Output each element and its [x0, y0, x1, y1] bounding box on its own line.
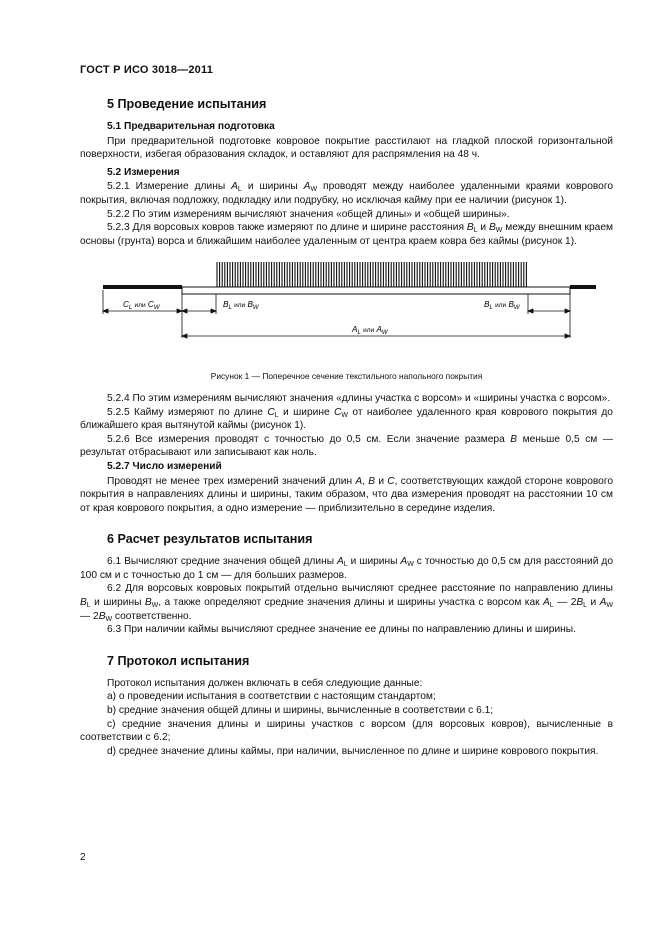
section-5-2-6-text: 5.2.6 Все измерения проводят с точностью до 0,5 см. Если значение размера B меньше 0,5 см — результат отбрасывают или записывают как ноль.	[80, 433, 613, 459]
section-5-2-title: 5.2 Измерения	[107, 166, 180, 178]
section-7-item-b: b) средние значения общей длины и ширины, вычисленные в соответствии с 6.1;	[107, 705, 494, 717]
figure-1-cross-section	[80, 260, 613, 368]
section-6-1-text: 6.1 Вычисляют средние значения общей длины $A_L$ и ширины $A_W$ с точностью до 0,5 см для расстояний до 100 см и с точностью до 1 см — для больших размеров.	[80, 556, 613, 581]
dim-bl-bw-left-arrow-b	[211, 309, 216, 313]
dim-cl-cw-arrow-left	[103, 309, 108, 313]
document-header: ГОСТ Р ИСО 3018—2011	[80, 64, 214, 76]
section-6-2-text: 6.2 Для ворсовых ковровых покрытий отдельно вычисляют среднее расстояние по направлению длины $B_L$ и ширины $B_W$, а также определяют средние значения длины и ширины участка с ворсом как $A_L$ — $2B_L$ и $A_W$ — $2B_W$ соответственно.	[80, 583, 613, 623]
section-5-2-7-title: 5.2.7 Число измерений	[107, 460, 222, 472]
section-7-title: 7 Протокол испытания	[107, 653, 250, 668]
dim-bl-bw-left-arrow-a	[182, 309, 187, 313]
section-5-1-text: При предварительной подготовке ковровое покрытие расстилают на гладкой плоской горизонтальной поверхности, избегая образования складок, и оставляют для распрямления на 48 ч.	[80, 135, 613, 161]
page-body	[80, 96, 613, 758]
dim-bl-bw-right-arrow-b	[565, 309, 570, 313]
dim-al-aw-arrow-left	[182, 334, 187, 338]
section-5-1-title: 5.1 Предварительная подготовка	[107, 121, 275, 132]
figure-1-caption: Рисунок 1 — Поперечное сечение текстильного напольного покрытия	[210, 371, 483, 382]
right-fringe	[570, 285, 596, 289]
label-al-aw: $A_L$ или $A_W$	[352, 325, 388, 337]
section-6-title: 6 Расчет результатов испытания	[107, 532, 313, 547]
backing-base	[182, 287, 570, 294]
section-5-2-2-text: 5.2.2 По этим измерениям вычисляют значения «общей длины» и «общей ширины».	[107, 208, 510, 220]
section-5-title: 5 Проведение испытания	[107, 97, 267, 111]
dim-al-aw-arrow-right	[565, 334, 570, 338]
section-5-2-1-text: 5.2.1 Измерение длины $A_L$ и ширины $A_W$ проводят между наиболее удаленными краями коврового покрытия, включая подложку, подкладку или подрубку, но исключая кайму при ее наличии (рисунок 1).	[80, 181, 613, 206]
section-7-item-a: a) о проведении испытания в соответствии с настоящим стандартом;	[107, 691, 436, 703]
label-bl-bw-left: $B_L$ или $B_W$	[223, 300, 259, 312]
dim-bl-bw-right-arrow-a	[528, 309, 533, 313]
section-5-2-7-text: Проводят не менее трех измерений значений длин A, B и C, соответствующих каждой стороне коврового покрытия в направлениях длины и ширины, таким образом, что два измерения проводят на расстоянии 10 см от края коврового покрытия, а одно измерение — приблизительно в середине изделия.	[80, 475, 613, 514]
section-6-3-text: 6.3 При наличии каймы вычисляют среднее значение ее длины по направлению длины и ширины.	[107, 624, 576, 636]
label-cl-cw: $C_L$ или $C_W$	[123, 300, 160, 312]
section-7-item-c: c) средние значения длины и ширины участков с ворсом (для ворсовых ковров), вычисленные в соответствии с 6.2;	[80, 718, 613, 744]
section-5-2-3-text: 5.2.3 Для ворсовых ковров также измеряют по длине и ширине расстояния $B_L$ и $B_W$ между внешним краем основы (грунта) ворса и ближайшим наиболее удаленным от центра краем ковра без каймы (рисунок 1).	[80, 222, 613, 247]
figure-1	[80, 260, 613, 368]
section-7-intro: Протокол испытания должен включать в себя следующие данные:	[107, 677, 423, 689]
section-7-item-d: d) среднее значение длины каймы, при наличии, вычисленное по длине и ширине коврового покрытия.	[107, 745, 599, 757]
label-bl-bw-right: $B_L$ или $B_W$	[484, 300, 520, 312]
section-5-2-5-text: 5.2.5 Кайму измеряют по длине $C_L$ и ширине $C_W$ от наиболее удаленного края коврового покрытия до ближайшего края вытянутой каймы (рисунок 1).	[80, 406, 613, 432]
page-number: 2	[80, 852, 86, 863]
pile-tufts	[217, 262, 526, 287]
section-5-2-4-text: 5.2.4 По этим измерениям вычисляют значения «длины участка с ворсом» и «ширины участка с ворсом».	[107, 392, 611, 404]
left-fringe	[103, 285, 182, 289]
